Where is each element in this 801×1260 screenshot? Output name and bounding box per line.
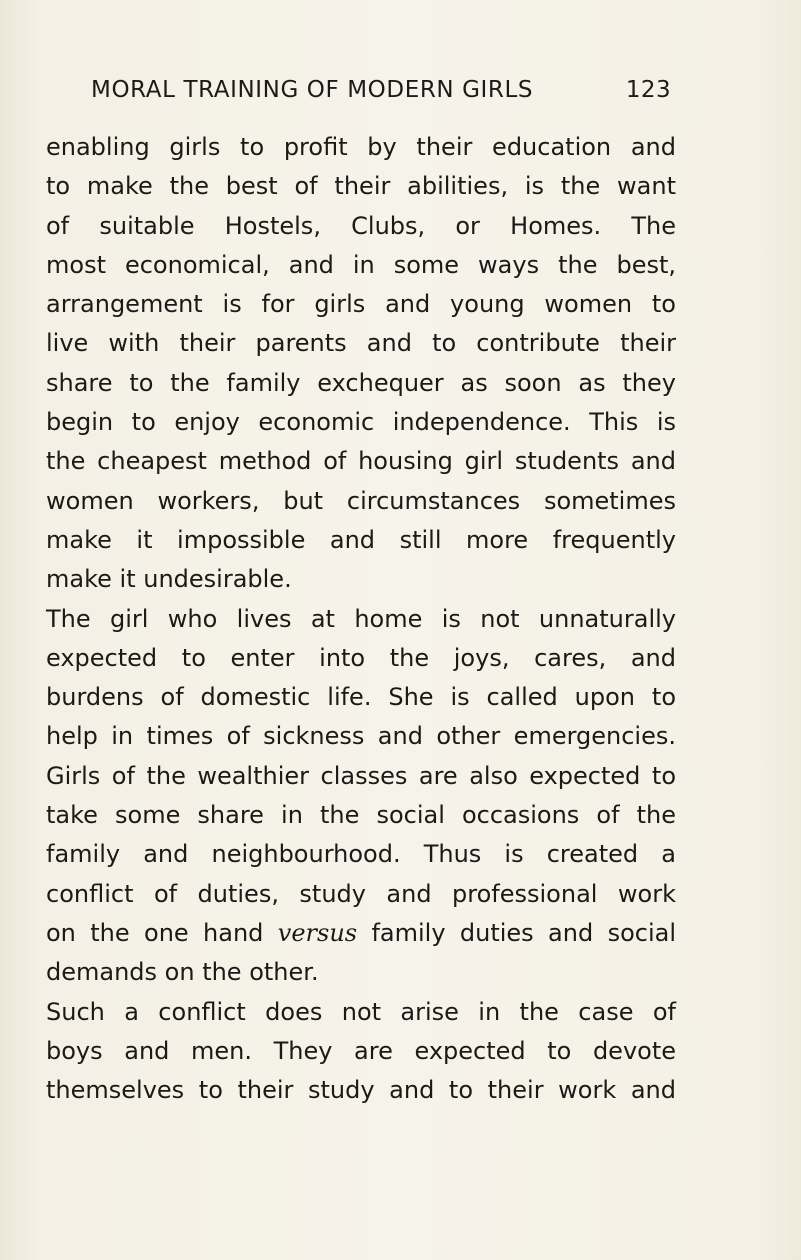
text-line: boys and men. They are expected to devote — [46, 1036, 676, 1065]
text-line: The girl who lives at home is not unnaturally — [46, 604, 676, 633]
text-line: make it undesirable. — [46, 565, 292, 594]
text-line: begin to enjoy economic independence. This is — [46, 408, 676, 437]
text-line: conflict of duties, study and professional work — [46, 879, 676, 908]
text-line: arrangement is for girls and young women to — [46, 290, 676, 319]
text-line: share to the family exchequer as soon as they — [46, 368, 676, 397]
text-line: expected to enter into the joys, cares, and — [46, 643, 676, 672]
text-line: live with their parents and to contribute their — [46, 329, 676, 358]
text-line: demands on the other. — [46, 958, 319, 987]
text-line: family and neighbourhood. Thus is created a — [46, 840, 676, 869]
text-line: help in times of sickness and other emergencies. — [46, 722, 676, 751]
running-head-title: MORAL TRAINING OF MODERN GIRLS — [91, 77, 534, 103]
running-head — [91, 70, 671, 110]
page-number: 123 — [625, 77, 671, 103]
italic-word: versus — [277, 918, 358, 947]
text-line: the cheapest method of housing girl students and — [46, 447, 676, 476]
text-line: of suitable Hostels, Clubs, or Homes. The — [46, 211, 676, 240]
text-line: themselves to their study and to their work and — [46, 1076, 676, 1105]
text-line: enabling girls to profit by their education and — [46, 133, 676, 161]
text-line: make it impossible and still more frequently — [46, 525, 676, 554]
text-line: Such a conflict does not arise in the case of — [46, 997, 676, 1026]
body-text — [46, 128, 676, 1110]
text-segment: family duties and social — [357, 918, 676, 947]
text-line-with-emphasis — [46, 914, 676, 953]
text-segment: on the one hand — [46, 918, 278, 947]
text-line: most economical, and in some ways the best, — [46, 250, 676, 279]
text-line: to make the best of their abilities, is the want — [46, 172, 676, 201]
text-line: take some share in the social occasions of the — [46, 801, 676, 830]
text-line: burdens of domestic life. She is called upon to — [46, 683, 676, 712]
text-line: Girls of the wealthier classes are also expected to — [46, 761, 676, 790]
text-line: women workers, but circumstances sometimes — [46, 486, 676, 515]
